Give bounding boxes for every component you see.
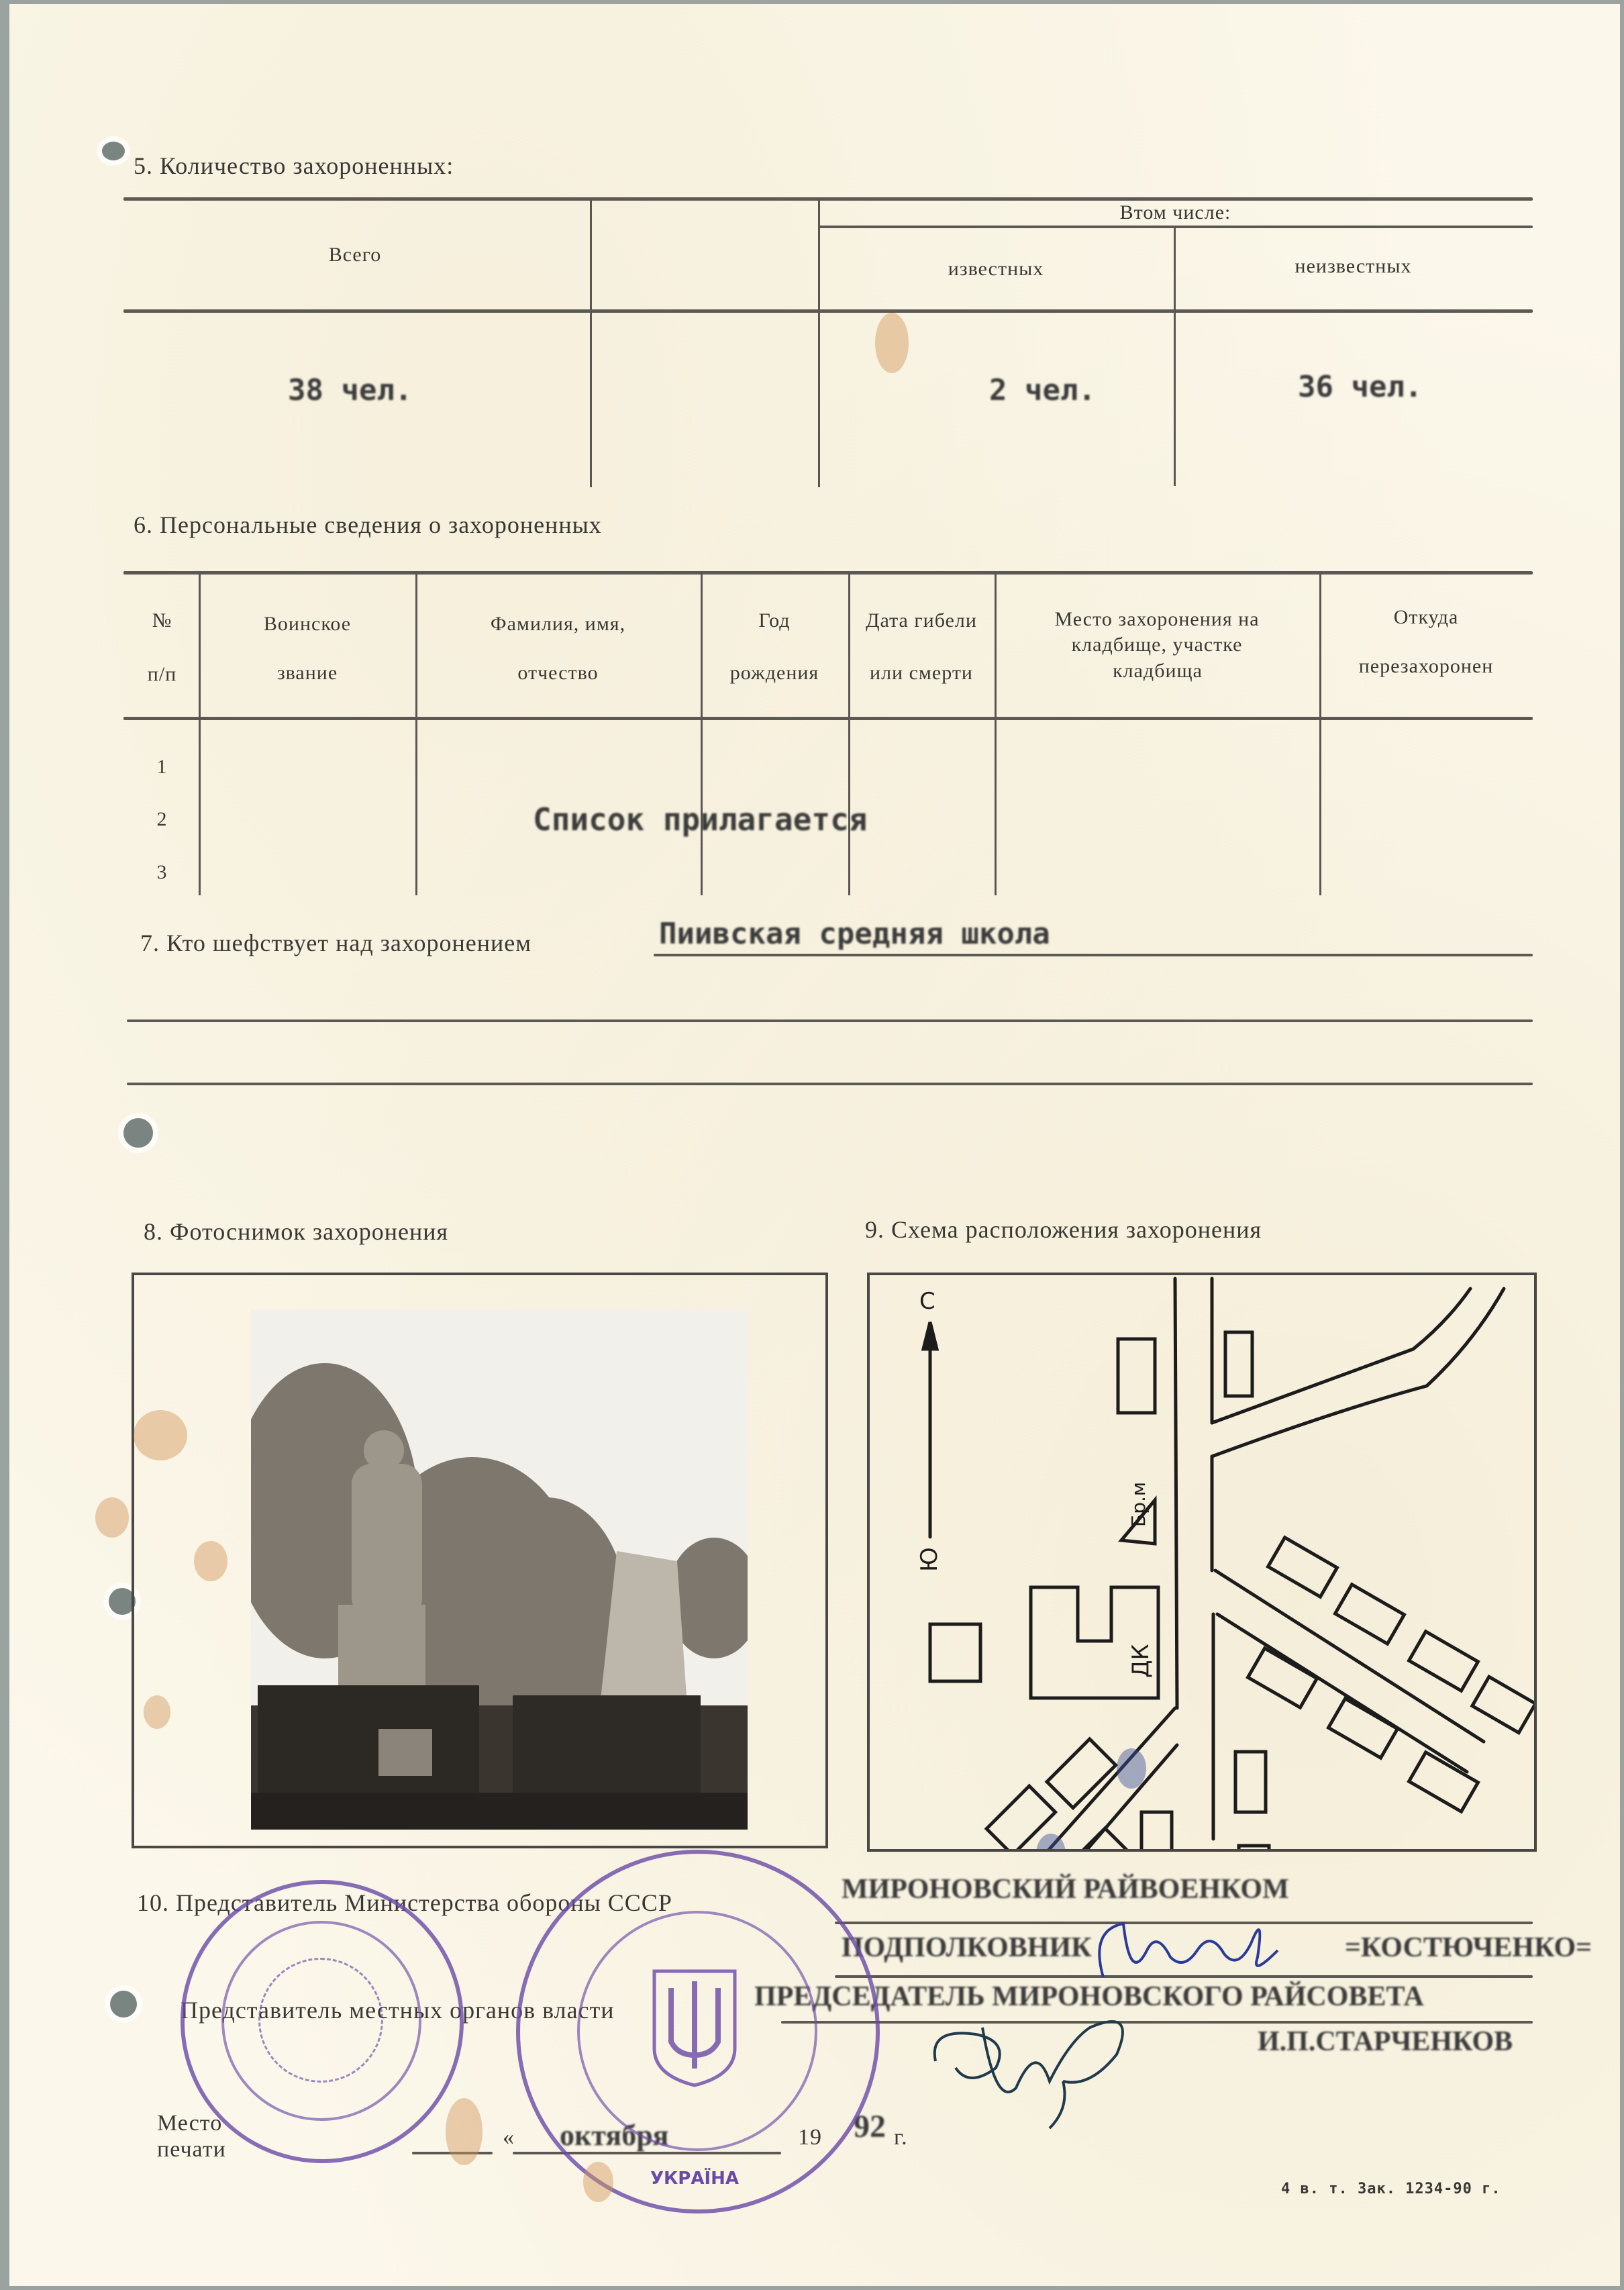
punch-hole bbox=[110, 1991, 137, 2018]
section6-title: 6. Персональные сведения о захороненных bbox=[134, 511, 602, 538]
blank-line bbox=[127, 1083, 1533, 1085]
col-from: Откуда bbox=[1393, 606, 1459, 628]
seal-place-label bbox=[157, 2110, 226, 2162]
header-known: известных bbox=[948, 258, 1044, 280]
date-year: 92 bbox=[854, 2109, 886, 2144]
divider bbox=[123, 309, 1533, 313]
military-commissariat-stamp bbox=[181, 1880, 464, 2163]
monument-photo-icon bbox=[251, 1309, 748, 1830]
document-page bbox=[9, 4, 1620, 2286]
col-birth: Год bbox=[758, 609, 791, 632]
col-birth-sub: рождения bbox=[729, 662, 819, 684]
signature-line bbox=[781, 2021, 1533, 2024]
patron-underline bbox=[654, 954, 1533, 956]
date-open-quote: « bbox=[503, 2125, 515, 2150]
stain bbox=[583, 2162, 613, 2202]
mod-surname: =КОСТЮЧЕНКО= bbox=[1345, 1932, 1592, 1963]
col-place-sub: кладбища bbox=[1113, 660, 1203, 682]
section8-title: 8. Фотоснимок захоронения bbox=[144, 1218, 449, 1245]
row-number: 3 bbox=[156, 861, 168, 883]
stain bbox=[144, 1695, 170, 1729]
punch-hole bbox=[123, 1118, 153, 1148]
seal-place-line2: печати bbox=[157, 2137, 226, 2162]
stain bbox=[95, 1497, 129, 1538]
district-council-stamp bbox=[516, 1850, 880, 2213]
header-including: Втом числе: bbox=[1119, 201, 1231, 223]
blank-line bbox=[127, 1019, 1533, 1022]
mod-representative-label: 10. Представитель Министерства обороны СССР bbox=[137, 1889, 672, 1916]
stain bbox=[194, 1541, 227, 1581]
seal-place-line1: Место bbox=[157, 2111, 223, 2136]
value-unknown: 36 чел. bbox=[1298, 370, 1423, 404]
list-attached-note: Список прилагается bbox=[533, 801, 868, 838]
divider bbox=[123, 571, 1533, 575]
section9-title: 9. Схема расположения захоронения bbox=[865, 1216, 1262, 1243]
commissariat-name: МИРОНОВСКИЙ РАЙВОЕНКОМ bbox=[842, 1874, 1289, 1905]
value-total: 38 чел. bbox=[288, 373, 413, 407]
punch-hole bbox=[102, 142, 125, 160]
col-place: Место захоронения на кладбище, участке bbox=[1054, 608, 1260, 656]
date-month: октября bbox=[560, 2119, 669, 2152]
compass-north-label: С bbox=[919, 1288, 935, 1315]
header-total: Всего bbox=[328, 244, 382, 266]
mod-signature-icon bbox=[1083, 1903, 1311, 1997]
date-century: 19 bbox=[798, 2125, 822, 2150]
col-number-sub: п/п bbox=[147, 663, 177, 685]
local-title: ПРЕДСЕДАТЕЛЬ МИРОНОВСКОГО РАЙСОВЕТА bbox=[754, 1981, 1424, 2012]
col-rank-sub: звание bbox=[276, 662, 338, 684]
scheme-map-icon bbox=[870, 1275, 1534, 1849]
location-scheme bbox=[867, 1273, 1537, 1852]
local-authority-label: Представитель местных органов власти bbox=[181, 1997, 615, 2024]
value-known: 2 чел. bbox=[989, 373, 1096, 407]
stamp-text-ukraine: УКРАЇНА bbox=[650, 2169, 740, 2189]
compass-south-label: Ю bbox=[916, 1547, 943, 1572]
patron-value: Пиивская средняя школа bbox=[659, 917, 1050, 951]
stain bbox=[875, 313, 909, 373]
divider bbox=[123, 717, 1533, 720]
section5-title: 5. Количество захороненных: bbox=[134, 152, 454, 179]
col-death: Дата гибели bbox=[866, 609, 977, 632]
burial-photo bbox=[251, 1309, 748, 1830]
stain bbox=[134, 1410, 187, 1460]
print-order-mark: 4 в. т. Зак. 1234-90 г. bbox=[1281, 2181, 1501, 2197]
stain bbox=[446, 2098, 483, 2165]
local-name: И.П.СТАРЧЕНКОВ bbox=[1258, 2026, 1513, 2057]
mass-grave-label: Бр.м bbox=[1127, 1481, 1150, 1527]
col-name-sub: отчество bbox=[517, 662, 599, 684]
row-number: 2 bbox=[156, 808, 168, 830]
divider bbox=[995, 573, 997, 895]
mod-rank: ПОДПОЛКОВНИК bbox=[842, 1932, 1092, 1963]
local-signature-icon bbox=[915, 2001, 1157, 2135]
header-unknown: неизвестных bbox=[1295, 255, 1412, 277]
section7-label: 7. Кто шефствует над захоронением bbox=[140, 930, 532, 956]
dk-label: ДК bbox=[1127, 1644, 1154, 1678]
date-suffix: г. bbox=[894, 2125, 908, 2150]
col-name: Фамилия, имя, bbox=[490, 613, 626, 635]
row-number: 1 bbox=[156, 756, 168, 778]
col-death-sub: или смерти bbox=[870, 662, 973, 684]
divider bbox=[818, 199, 820, 487]
divider bbox=[590, 199, 592, 487]
col-from-sub: перезахоронен bbox=[1358, 655, 1494, 677]
trident-emblem-icon bbox=[651, 1968, 738, 2089]
col-rank: Воинское bbox=[263, 613, 352, 635]
col-number: № bbox=[152, 609, 172, 632]
ussr-emblem-icon bbox=[258, 1958, 383, 2083]
